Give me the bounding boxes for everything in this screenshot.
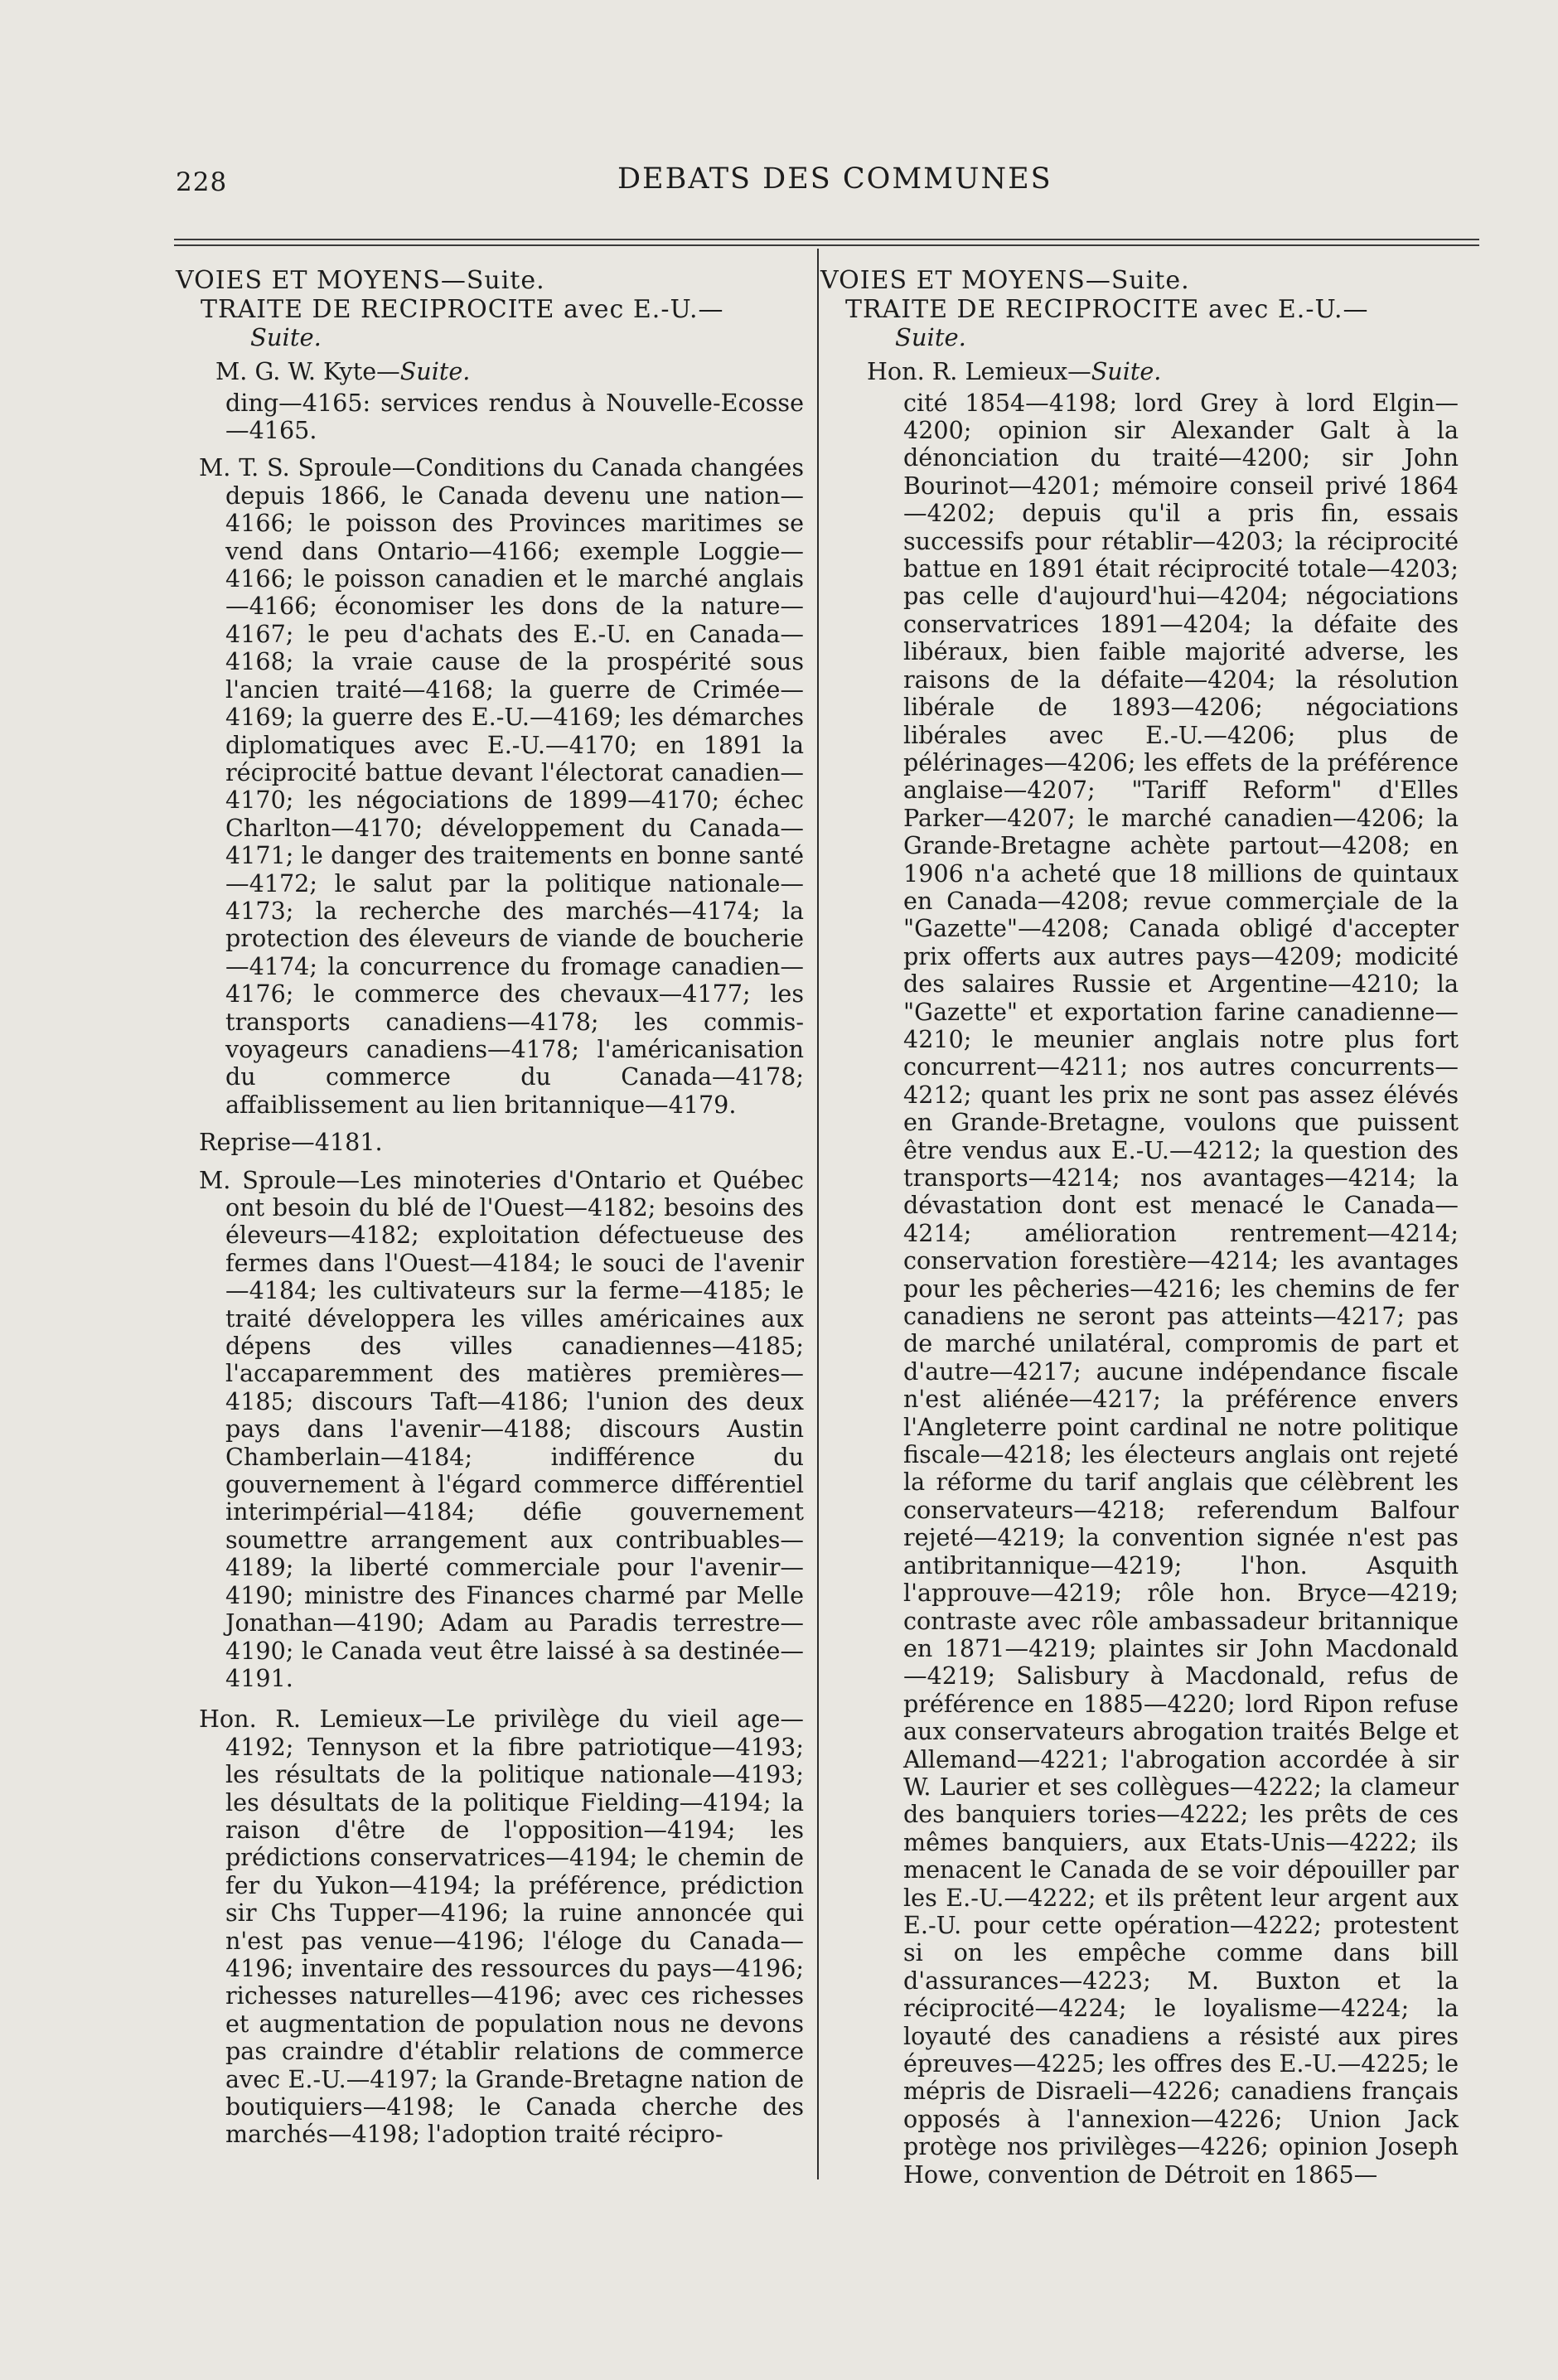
- index-entry: cité 1854—4198; lord Grey à lord Elgin—4200; opinion sir Alexander Galt à la dénonciation du traité—4200; sir John Bourinot—4201; mémoire conseil privé 1864—4202; depuis qu'il a pris fin, essais successifs pour rétablir—4203; la réciprocité battue en 1891 était réciprocité totale—4203; pas celle d'aujourd'hui—4204; négociations conservatrices 1891—4204; la défaite des libéraux, bien faible majorité adverse, les raisons de la défaite—4204; la résolution libérale de 1893—4206; négociations libérales avec E.-U.—4206; plus de pélérinages—4206; les effets de la préférence anglaise—4207; "Tariff Reform" d'Elles Parker—4207; le marché canadien—4206; la Grande-Bretagne achète partout—4208; en 1906 n'a acheté que 18 millions de quintaux en Canada—4208; revue commerçiale de la "Gazette"—4208; Canada obligé d'accepter prix offerts aux autres pays—4209; modicité des salaires Russie et Argentine—4210; la "Gazette" et exportation farine canadienne—4210; le meunier anglais notre plus fort concurrent—4211; nos autres concurrents—4212; quant les prix ne sont pas assez élévés en Grande-Bretagne, voulons que puissent être vendus aux E.-U.—4212; la question des transports—4214; nos avantages—4214; la dévastation dont est menacé le Canada—4214; amélioration rentrement—4214; conservation forestière—4214; les avantages pour les pêcheries—4216; les chemins de fer canadiens ne seront pas atteints—4217; pas de marché unilatéral, compromis de part et d'autre—4217; aucune indépendance fiscale n'est aliénée—4217; la préférence envers l'Angleterre point cardinal ne notre politique fiscale—4218; les électeurs anglais ont rejeté la réforme du tarif anglais que célèbrent les conservateurs—4218; referendum Balfour rejeté—4219; la convention signée n'est pas antibritannique—4219; l'hon. Asquith l'approuve—4219; rôle hon. Bryce—4219; contraste avec rôle ambassadeur britannique en 1871—4219; plaintes sir John Macdonald—4219; Salisbury à Macdonald, refus de préférence en 1885—4220; lord Ripon refuse aux conservateurs abrogation traités Belge et Allemand—4221; l'abrogation accordée à sir W. Laurier et ses collègues—4222; la clameur des banquiers tories—4222; les prêts de ces mêmes banquiers, aux Etats-Unis—4222; ils menacent le Canada de se voir dépouiller par les E.-U.—4222; et ils prêtent leur argent aux E.-U. pour cette opération—4222; protestent si on les empêche comme dans bill d'assurances—4223; M. Buxton et la réciprocité—4224; le loyalisme—4224; la loyauté des canadiens a résisté aux pires épreuves—4225; les offres des E.-U.—4225; le mépris de Disraeli—4226; canadiens français opposés à l'annexion—4226; Union Jack protège nos privilèges—4226; opinion Joseph Howe, convention de Détroit en 1865—: [903, 388, 1459, 2189]
- header-rule: [174, 239, 1479, 240]
- index-entry: ding—4165: services rendus à Nouvelle-Ecosse—4165.: [225, 388, 804, 445]
- left-column: [176, 267, 804, 2149]
- index-entry: Hon. R. Lemieux—Le privilège du vieil age—4192; Tennyson et la fibre patriotique—4193; les résultats de la politique nationale—4193; les désultats de la politique Fielding—4194; la raison d'être de l'opposition—4194; les prédictions conservatrices—4194; le chemin de fer du Yukon—4194; la préférence, prédiction sir Chs Tupper—4196; la ruine annoncée qui n'est pas venue—4196; l'éloge du Canada—4196; inventaire des ressources du pays—4196; richesses naturelles—4196; avec ces richesses et augmentation de population nous ne devons pas craindre d'établir relations de commerce avec E.-U.—4197; la Grande-Bretagne nation de boutiquiers—4198; le Canada cherche des marchés—4198; l'adoption traité récipro-: [199, 1705, 804, 2149]
- speaker-suffix: Suite.: [1091, 357, 1162, 386]
- running-title: DEBATS DES COMMUNES: [617, 162, 1052, 196]
- page-number: 228: [176, 167, 228, 197]
- speaker-name: Hon. R. Lemieux—: [867, 357, 1091, 386]
- subsection-heading: TRAITE DE RECIPROCITE avec E.-U.—: [201, 295, 724, 325]
- section-heading: VOIES ET MOYENS—Suite.: [820, 266, 1190, 295]
- index-entry: M. Sproule—Les minoteries d'Ontario et Québec ont besoin du blé de l'Ouest—4182; besoins des éleveurs—4182; exploitation défectueuse des fermes dans l'Ouest—4184; le souci de l'avenir—4184; les cultivateurs sur la ferme—4185; le traité développera les villes américaines aux dépens des villes canadiennes—4185; l'accaparemment des matières premières—4185; discours Taft—4186; l'union des deux pays dans l'avenir—4188; discours Austin Chamberlain—4184; indifférence du gouvernement à l'égard commerce différentiel interimpérial—4184; défie gouvernement soumettre arrangement aux contribuables—4189; la liberté commerciale pour l'avenir—4190; ministre des Finances charmé par Melle Jonathan—4190; Adam au Paradis terrestre—4190; le Canada veut être laissé à sa destinée—4191.: [199, 1165, 804, 1692]
- section-heading: VOIES ET MOYENS—Suite.: [176, 266, 545, 295]
- subsection-continued: Suite.: [895, 322, 966, 351]
- index-entry: Reprise—4181.: [199, 1128, 383, 1157]
- speaker-heading: [215, 358, 804, 385]
- subsection-heading: TRAITE DE RECIPROCITE avec E.-U.—: [845, 295, 1369, 325]
- subsection-continued: Suite.: [250, 322, 322, 351]
- speaker-name: M. G. W. Kyte—: [215, 357, 400, 386]
- header-rule-secondary: [174, 244, 1479, 246]
- index-entry: M. T. S. Sproule—Conditions du Canada changées depuis 1866, le Canada devenu une nation—4166; le poisson des Provinces maritimes se vend dans Ontario—4166; exemple Loggie—4166; le poisson canadien et le marché anglais—4166; économiser les dons de la nature—4167; le peu d'achats des E.-U. en Canada—4168; la vraie cause de la prospérité sous l'ancien traité—4168; la guerre de Crimée—4169; la guerre des E.-U.—4169; les démarches diplomatiques avec E.-U.—4170; en 1891 la réciprocité battue devant l'électorat canadien—4170; les négociations de 1899—4170; échec Charlton—4170; développement du Canada—4171; le danger des traitements en bonne santé—4172; le salut par la politique nationale—4173; la recherche des marchés—4174; la protection des éleveurs de viande de boucherie—4174; la concurrence du fromage canadien—4176; le commerce des chevaux—4177; les transports canadiens—4178; les commis-voyageurs canadiens—4178; l'américanisation du commerce du Canada—4178; affaiblissement au lien britannique—4179.: [199, 453, 804, 1119]
- right-column: [820, 267, 1459, 2189]
- speaker-heading: [867, 358, 1459, 385]
- speaker-suffix: Suite.: [399, 357, 471, 386]
- column-divider: [817, 249, 819, 2179]
